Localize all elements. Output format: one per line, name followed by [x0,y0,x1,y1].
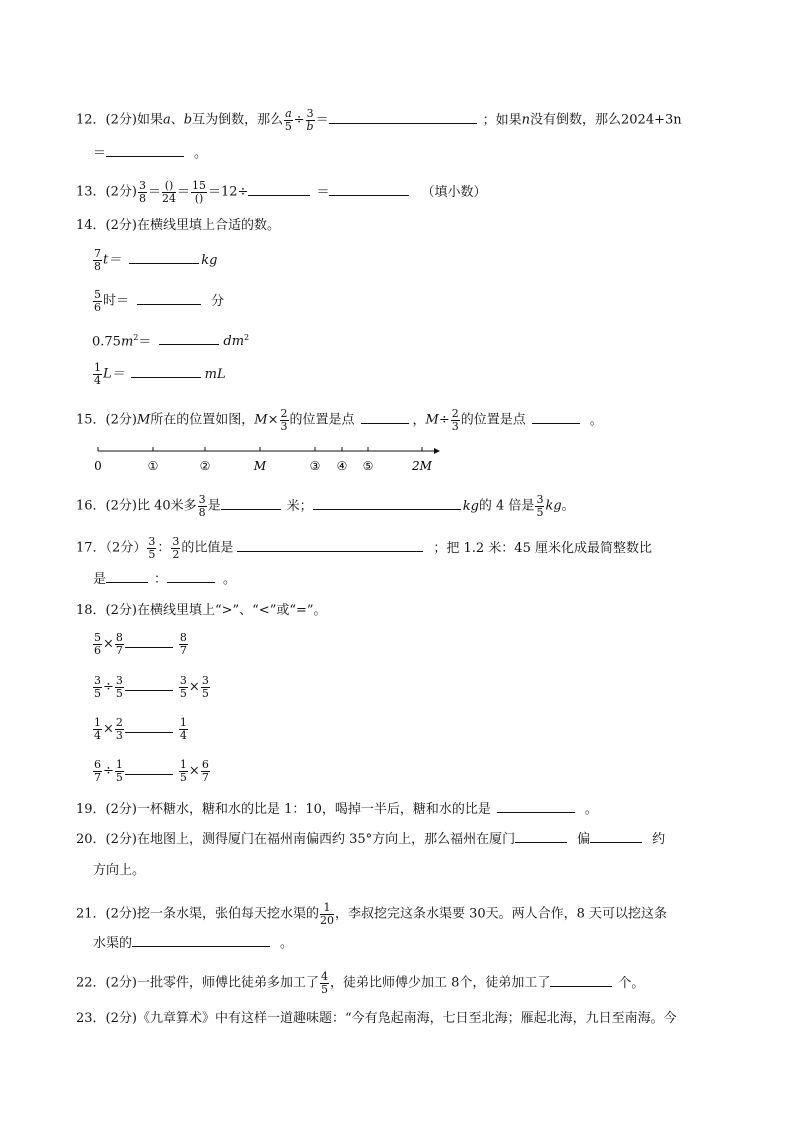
question-12: 12．(2分)如果a、b互为倒数，那么 $\frac{a}{5}$ ÷ $\frac{3}{b}$ ＝ ；如果n没有倒数，那么2024+3n [76,107,682,133]
q18-row: $\frac{6}{7}$ ÷ $\frac{1}{5}$ $\frac{1}{5}$ × $\frac{6}{7}$ [94,758,209,784]
question-19: 19．(2分)一杯糖水，糖和水的比是 1：10，喝掉一半后，糖和水的比是 。 [76,802,598,817]
question-14: 14．(2分)在横线里填上合适的数。 [76,218,280,233]
answer-blank[interactable] [550,976,612,987]
answer-blank[interactable] [329,185,409,196]
answer-blank[interactable] [106,572,148,583]
question-16: 16．(2分)比 40米多 $\frac{3}{8}$ 是 米； kg的 4 倍是 $\frac{3}{5}$ kg。 [76,493,575,519]
axis-label: ⑤ [362,459,374,473]
axis-label: ① [147,459,159,473]
question-20-line2: 方向上。 [93,863,146,878]
answer-blank[interactable] [361,413,409,424]
answer-blank[interactable] [329,113,477,124]
q18-row: $\frac{3}{5}$ ÷ $\frac{3}{5}$ $\frac{3}{5}$ × $\frac{3}{5}$ [94,674,209,700]
answer-blank[interactable] [129,253,199,264]
answer-blank[interactable] [515,832,567,843]
fraction: $\frac{15}{()}$ [192,179,206,205]
question-17-line2: 是 ： 。 [93,572,237,587]
axis-label: ② [199,459,211,473]
question-20: 20．(2分)在地图上，测得厦门在福州南偏西约 35°方向上，那么福州在厦门 偏 约 [76,832,666,847]
answer-blank[interactable] [132,936,270,947]
answer-blank[interactable] [137,294,201,305]
question-22: 22．(2分)一批零件，师傅比徒弟多加工了 $\frac{4}{5}$ ，徒弟比师傅少加工 8个，徒弟加工了 个。 [76,970,645,996]
answer-blank[interactable] [131,367,201,378]
answer-blank[interactable] [532,413,580,424]
answer-blank[interactable] [125,764,173,775]
answer-blank[interactable] [167,572,215,583]
axis-label: 0 [94,459,102,473]
axis-label: ④ [336,459,348,473]
question-15: 15．(2分)M所在的位置如图，M× $\frac{2}{3}$ 的位置是点 ，M÷ $\frac{2}{3}$ 的位置是点 。 [76,407,603,433]
answer-blank[interactable] [159,334,219,345]
q14-row-4: $\frac{1}{4}$ L＝ mL [94,361,226,387]
fraction: $\frac{3}{8}$ [138,179,146,205]
axis-label: ③ [309,459,321,473]
q14-row-1: $\frac{7}{8}$ t＝ kg [94,247,218,273]
answer-blank[interactable] [221,499,281,510]
answer-blank[interactable] [125,637,173,648]
axis-label: M [253,459,267,473]
question-18: 18．(2分)在横线里填上“>”、“<”或“=”。 [76,603,327,618]
question-17: 17．（2分） $\frac{3}{5}$ ： $\frac{3}{2}$ 的比值是 ；把 1.2 米：45 厘米化成最简整数比 [76,535,652,561]
answer-blank[interactable] [590,832,642,843]
answer-blank[interactable] [313,499,461,510]
answer-blank[interactable] [106,146,184,157]
q18-row: $\frac{5}{6}$ × $\frac{8}{7}$ $\frac{8}{7}$ [94,631,187,657]
question-13: 13．(2分) $\frac{3}{8}$ ＝ $\frac{()}{24}$ ＝ $\frac{15}{()}$ ＝12÷ ＝ （填小数） [76,179,487,205]
question-12-line2: ＝ 。 [93,146,208,161]
answer-blank[interactable] [497,802,575,813]
question-21: 21．(2分)挖一条水渠，张伯每天挖水渠的 $\frac{1}{20}$ ，李叔挖完这条水渠要 30天。两人合作，8 天可以挖这条 [76,901,668,927]
fraction: $\frac{()}{24}$ [161,179,176,205]
axis-label: 2M [412,459,432,473]
q14-row-3: $0.75m^2= dm^2$ [92,333,250,350]
number-line [88,440,448,476]
answer-blank[interactable] [125,722,173,733]
fraction: $\frac{a}{5}$ [284,107,292,133]
answer-blank[interactable] [125,680,173,691]
fraction: $\frac{3}{b}$ [306,107,314,133]
answer-blank[interactable] [237,541,423,552]
q18-row: $\frac{1}{4}$ × $\frac{2}{3}$ $\frac{1}{4}$ [94,716,187,742]
question-23: 23．(2分)《九章算术》中有这样一道趣味题：“今有凫起南海，七日至北海；雁起北海，九日至南海。今 [76,1011,677,1026]
answer-blank[interactable] [248,185,310,196]
question-21-line2: 水渠的 。 [93,936,294,951]
q14-row-2: $\frac{5}{6}$ 时＝ 分 [94,288,225,314]
